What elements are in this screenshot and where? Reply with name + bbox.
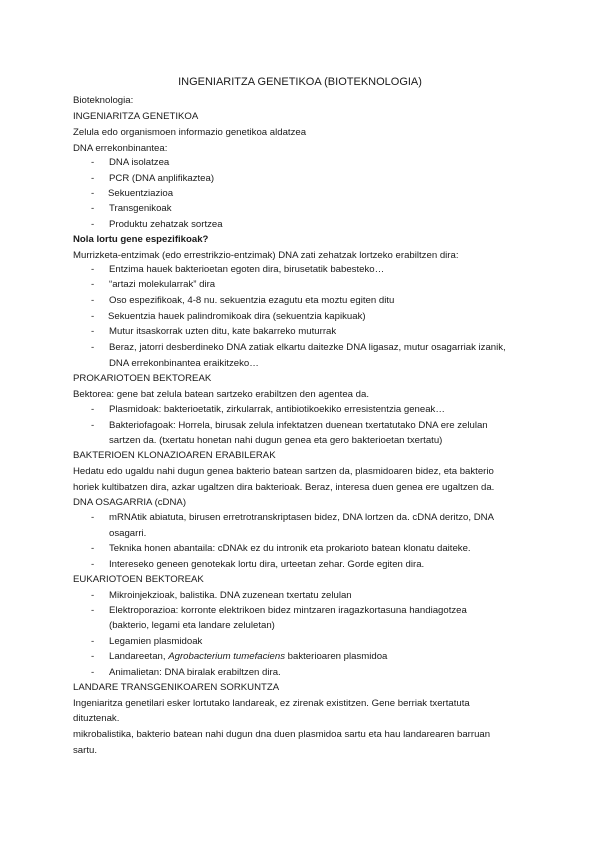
bullet-dash: - <box>91 219 95 230</box>
prokaryotic-heading: PROKARIOTOEN BEKTOREAK <box>73 373 212 384</box>
bullet-dash: - <box>91 203 95 214</box>
list-item-continuation: osagarri. <box>109 528 147 539</box>
list-item-continuation: (bakterio, legami eta landare zeluletan) <box>109 620 275 631</box>
intro-label: Bioteknologia: <box>73 95 134 106</box>
list-item: Elektroporazioa: korronte elektrikoen bidez mintzaren iragazkortasuna handiagotzea <box>109 605 467 616</box>
list-item: Beraz, jatorri desberdineko DNA zatiak elkartu daitezke DNA ligasaz, mutur osagarriak izanik, <box>109 342 506 353</box>
plants-paragraph-line: dituztenak. <box>73 713 120 724</box>
list-item: Intereseko geneen genotekak lortu dira, urteetan zehar. Gorde egiten dira. <box>109 559 425 570</box>
list-item-continuation: DNA errekonbinantea eraikitzeko… <box>109 358 259 369</box>
eukaryotic-heading: EUKARIOTOEN BEKTOREAK <box>73 574 204 585</box>
cloning-heading: BAKTERIOEN KLONAZIOAREN ERABILERAK <box>73 450 276 461</box>
list-item: Plasmidoak: bakterioetatik, zirkularrak, antibiotikoekiko erresistentzia geneak… <box>109 404 445 415</box>
plants-heading: LANDARE TRANSGENIKOAREN SORKUNTZA <box>73 682 280 693</box>
intro-subhead: DNA errekonbinantea: <box>73 143 168 154</box>
list-item: Entzima hauek bakterioetan egoten dira, birusetatik babesteko… <box>109 264 385 275</box>
bullet-dash: - <box>91 279 95 290</box>
bullet-dash: - <box>91 559 95 570</box>
intro-heading: INGENIARITZA GENETIKOA <box>73 111 199 122</box>
list-item <box>109 651 387 663</box>
list-item: Legamien plasmidoak <box>109 636 203 647</box>
list-item: PCR (DNA anplifikaztea) <box>109 173 215 184</box>
bullet-dash: - <box>91 543 95 554</box>
bullet-dash: - <box>91 311 95 322</box>
bullet-dash: - <box>91 605 95 616</box>
bullet-dash: - <box>91 295 95 306</box>
bullet-dash: - <box>91 651 95 662</box>
list-item: mRNAtik abiatuta, birusen erretrotranskriptasen bidez, DNA lortzen da. cDNA deritzo, DNA <box>109 512 494 523</box>
list-item: Animalietan: DNA biralak erabiltzen dira. <box>109 667 281 678</box>
bullet-dash: - <box>91 173 95 184</box>
prokaryotic-lead: Bektorea: gene bat zelula batean sartzeko erabiltzen den agentea da. <box>73 389 370 400</box>
bullet-dash: - <box>91 157 95 168</box>
list-item: Produktu zehatzak sortzea <box>109 219 223 230</box>
bullet-dash: - <box>91 342 95 353</box>
item-text-pre: Landareetan, <box>109 651 169 662</box>
list-item: Transgenikoak <box>109 203 172 214</box>
species-name: Agrobacterium tumefaciens <box>168 651 285 662</box>
bullet-dash: - <box>91 590 95 601</box>
list-item: “artazi molekularrak” dira <box>109 279 216 290</box>
bullet-dash: - <box>91 404 95 415</box>
bullet-dash: - <box>91 420 95 431</box>
cdna-heading: DNA OSAGARRIA (cDNA) <box>73 497 187 508</box>
plants-paragraph-line: Ingeniaritza genetilari esker lortutako landareak, ez zirenak existitzen. Gene berriak txertatuta <box>73 698 470 709</box>
bullet-dash: - <box>91 667 95 678</box>
cloning-paragraph-line: Hedatu edo ugaldu nahi dugun genea bakterio batean sartzen da, plasmidoaren bidez, eta bakterio <box>73 466 494 477</box>
list-item: Teknika honen abantaila: cDNAk ez du intronik eta prokarioto batean klonatu daiteke. <box>109 543 471 554</box>
bullet-dash: - <box>91 188 95 199</box>
cutting-question: Nola lortu gene espezifikoak? <box>73 234 209 245</box>
page-title: INGENIARITZA GENETIKOA (BIOTEKNOLOGIA) <box>178 76 422 88</box>
list-item: Sekuentziazioa <box>108 188 174 199</box>
cutting-lead: Murrizketa-entzimak (edo errestrikzio-entzimak) DNA zati zehatzak lortzeko erabiltzen dira: <box>73 250 459 261</box>
bullet-dash: - <box>91 512 95 523</box>
bullet-dash: - <box>91 636 95 647</box>
list-item: DNA isolatzea <box>109 157 170 168</box>
list-item: Mutur itsaskorrak uzten ditu, kate bakarreko muturrak <box>109 326 337 337</box>
list-item: Mikroinjekzioak, balistika. DNA zuzenean txertatu zelulan <box>109 590 352 601</box>
bullet-dash: - <box>91 264 95 275</box>
cloning-paragraph-line: horiek kultibatzen dira, azkar ugaltzen dira bakterioak. Beraz, interesa duen genea ere ugaltzen da. <box>73 482 495 493</box>
item-text-post: bakterioaren plasmidoa <box>285 651 388 662</box>
list-item: Sekuentzia hauek palindromikoak dira (sekuentzia kapikuak) <box>108 311 366 322</box>
list-item: Oso espezifikoak, 4-8 nu. sekuentzia ezagutu eta moztu egiten ditu <box>109 295 395 306</box>
plants-paragraph-line: sartu. <box>73 745 97 756</box>
plants-paragraph-line: mikrobalistika, bakterio batean nahi dugun dna duen plasmidoa sartu eta hau landarearen barruan <box>73 729 491 740</box>
list-item: Bakteriofagoak: Horrela, birusak zelula infektatzen duenean txertatutako DNA ere zelulan <box>109 420 488 431</box>
bullet-dash: - <box>91 326 95 337</box>
list-item-continuation: sartzen da. (txertatu honetan nahi dugun genea eta gero bakterioetan txertatu) <box>109 435 443 446</box>
intro-definition: Zelula edo organismoen informazio genetikoa aldatzea <box>73 127 307 138</box>
